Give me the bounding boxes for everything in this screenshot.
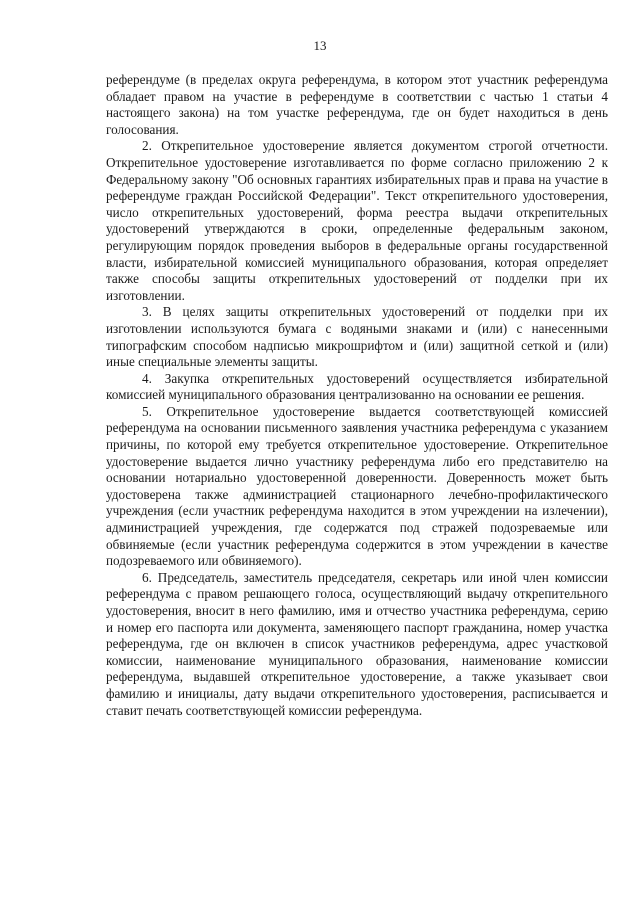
page-number: 13	[313, 38, 327, 53]
paragraph-continuation: референдуме (в пределах округа референдума, в котором этот участник референдума обладает правом на участие в референдуме в соответствии с частью 1 статьи 4 настоящего закона) на том участке референдума, где он будет находиться в день голосования.	[106, 72, 608, 137]
paragraph-2: 2. Открепительное удостоверение является документом строгой отчетности. Открепительное удостоверение изготавливается по форме согласно приложению 2 к Федеральному закону "Об основных гарантиях избирательных прав и права на участие в референдуме граждан Российской Федерации". Текст открепительного удостоверения, число открепительных удостоверений, форма реестра выдачи открепительных удостоверений утверждаются в сроки, определенные федеральным законом, регулирующим порядок проведения выборов в федеральные органы государственной власти, избирательной комиссией муниципального образования, которая определяет также способы защиты открепительных удостоверений от подделки при их изготовлении.	[106, 138, 608, 303]
document-body	[106, 72, 608, 719]
paragraph-4: 4. Закупка открепительных удостоверений осуществляется избирательной комиссией муниципального образования централизованно на основании ее решения.	[106, 370, 608, 403]
paragraph-3: 3. В целях защиты открепительных удостоверений от подделки при их изготовлении используются бумага с водяными знаками и (или) с нанесенными типографским способом надписью микрошрифтом и (или) защитной сеткой и (или) иные специальные элементы защиты.	[106, 304, 608, 370]
paragraph-5: 5. Открепительное удостоверение выдается соответствующей комиссией референдума на основании письменного заявления участника референдума с указанием причины, по которой ему требуется открепительное удостоверение. Открепительное удостоверение выдается лично участнику референдума либо его представителю на основании нотариально удостоверенной доверенности. Доверенность может быть удостоверена также администрацией стационарного лечебно-профилактического учреждения (если участник референдума находится в этом учреждении на излечении), администрацией учреждения, где содержатся под стражей подозреваемые или обвиняемые (если участник референдума содержится в этом учреждении в качестве подозреваемого или обвиняемого).	[106, 403, 608, 569]
paragraph-6: 6. Председатель, заместитель председателя, секретарь или иной член комиссии референдума с правом решающего голоса, осуществляющий выдачу открепительного удостоверения, вносит в него фамилию, имя и отчество участника референдума, серию и номер его паспорта или документа, заменяющего паспорт гражданина, номер участка референдума, где он включен в список участников референдума, адрес участковой комиссии, наименование муниципального образования, наименование комиссии референдума, выдавшей открепительное удостоверение, а также указывает свои фамилию и инициалы, дату выдачи открепительного удостоверения, расписывается и ставит печать соответствующей комиссии референдума.	[106, 569, 608, 718]
